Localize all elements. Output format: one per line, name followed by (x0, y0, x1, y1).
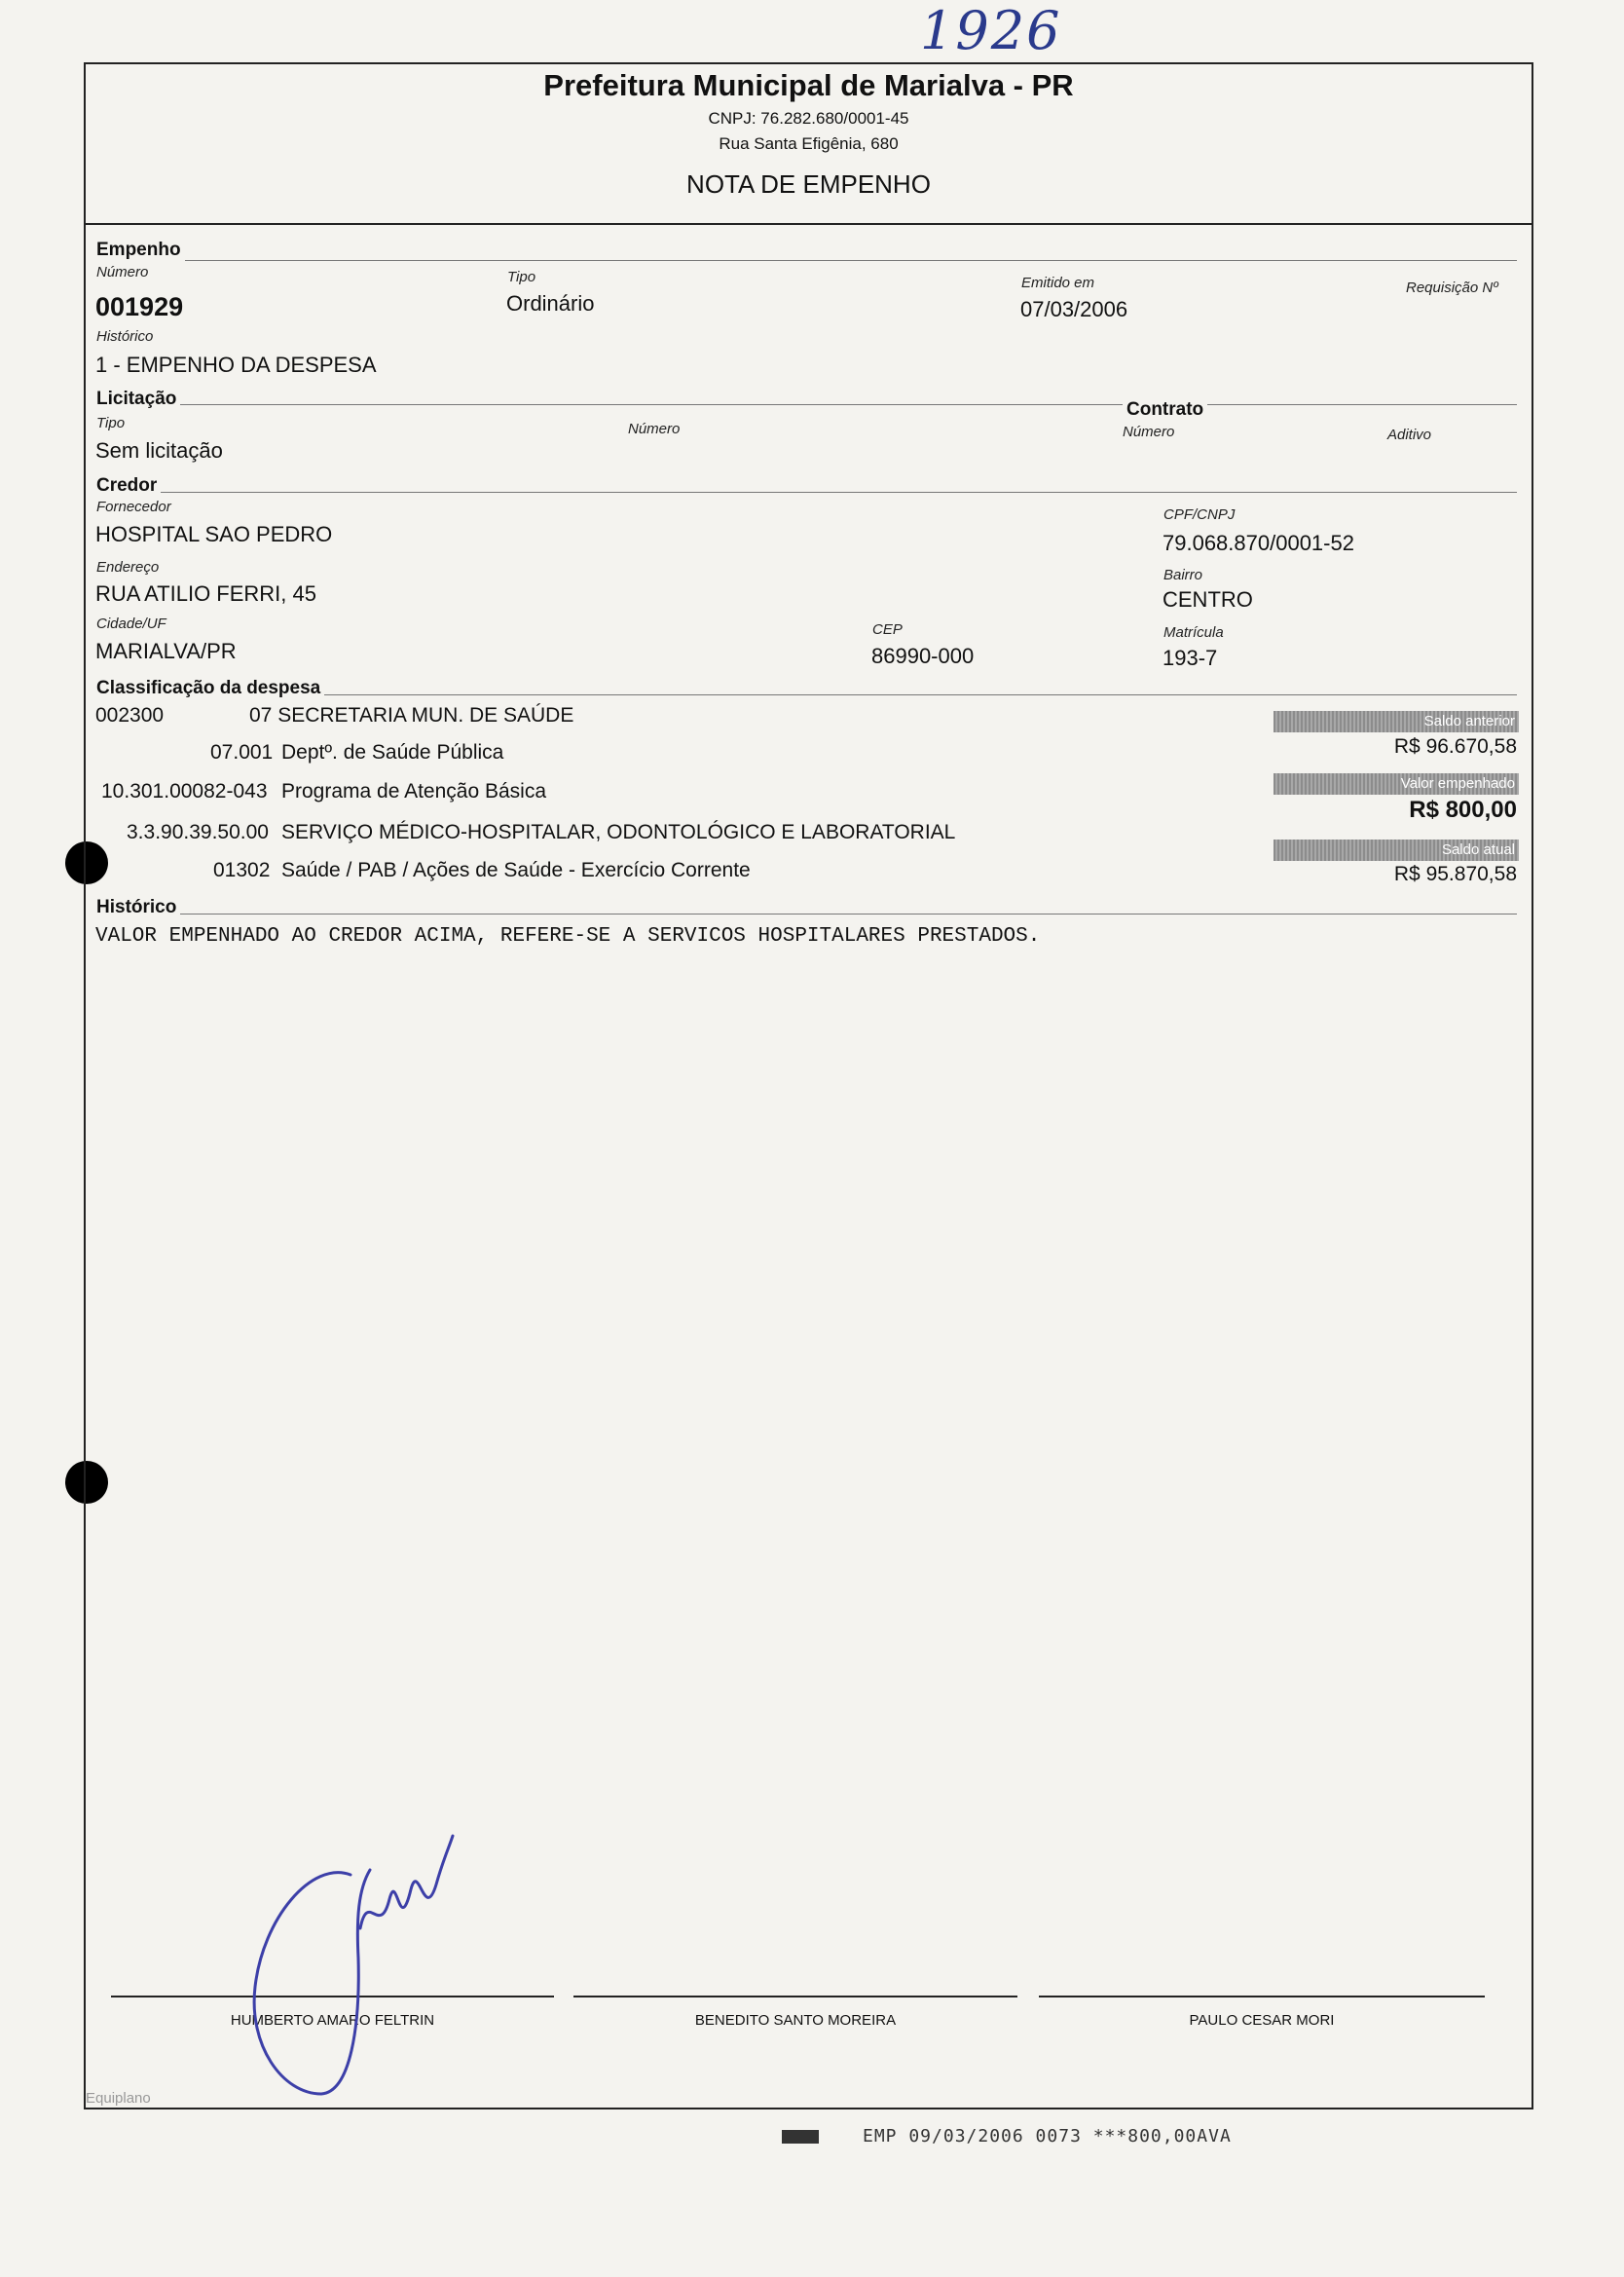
signature-line-2 (573, 1996, 1017, 1997)
emitido-em-date: 07/03/2006 (1020, 297, 1128, 321)
requisicao-label: Requisição Nº (1406, 280, 1498, 296)
historico-rule (97, 914, 1517, 915)
licitacao-tipo-label: Tipo (96, 415, 126, 431)
contrato-aditivo-label: Aditivo (1387, 427, 1432, 443)
signature-line-3 (1039, 1996, 1485, 1997)
classificacao-code: 01302 (213, 859, 271, 881)
fornecedor-name: HOSPITAL SAO PEDRO (95, 522, 333, 546)
credor-section-title: Credor (96, 475, 161, 497)
licitacao-tipo: Sem licitação (95, 438, 223, 463)
cpf-cnpj-value: 79.068.870/0001-52 (1163, 531, 1354, 555)
matricula-label: Matrícula (1163, 624, 1224, 641)
classificacao-desc: SERVIÇO MÉDICO-HOSPITALAR, ODONTOLÓGICO E LABORATORIAL (281, 821, 956, 843)
historico-text: VALOR EMPENHADO AO CREDOR ACIMA, REFERE-SE A SERVICOS HOSPITALARES PRESTADOS. (95, 925, 1041, 948)
empenho-numero: 001929 (95, 292, 184, 321)
header-divider (84, 223, 1533, 225)
machine-stamp: EMP 09/03/2006 0073 ***800,00AVA (863, 2126, 1232, 2146)
document-type-title: NOTA DE EMPENHO (686, 169, 931, 199)
saldo-anterior-label: Saldo anterior (1273, 711, 1519, 732)
saldo-atual-label: Saldo atual (1273, 840, 1519, 861)
saldo-anterior-value: R$ 96.670,58 (1393, 735, 1517, 758)
contrato-numero-label: Número (1123, 424, 1175, 440)
cidade-uf-label: Cidade/UF (96, 616, 166, 632)
stamp-mark-icon (782, 2130, 819, 2144)
bairro-label: Bairro (1163, 567, 1203, 583)
bairro-value: CENTRO (1163, 587, 1253, 612)
empenho-numero-label: Número (96, 264, 149, 280)
classificacao-code: 3.3.90.39.50.00 (127, 821, 269, 843)
classificacao-desc: Saúde / PAB / Ações de Saúde - Exercício Corrente (281, 859, 751, 881)
contrato-section-title: Contrato (1123, 399, 1207, 421)
signature-name-2: BENEDITO SANTO MOREIRA (694, 2012, 897, 2029)
classificacao-desc: Programa de Atenção Básica (281, 780, 546, 803)
signature-name-3: PAULO CESAR MORI (1189, 2012, 1335, 2029)
classificacao-desc: Deptº. de Saúde Pública (281, 741, 504, 764)
empenho-tipo-label: Tipo (507, 269, 536, 285)
cep-label: CEP (872, 621, 903, 638)
endereco-value: RUA ATILIO FERRI, 45 (95, 581, 316, 606)
page-title: Prefeitura Municipal de Marialva - PR (543, 68, 1074, 102)
handwritten-signature (243, 1831, 487, 2104)
empenho-historico-label: Histórico (96, 328, 154, 345)
matricula-value: 193-7 (1163, 646, 1218, 670)
empenho-historico: 1 - EMPENHO DA DESPESA (95, 353, 377, 377)
classificacao-section-title: Classificação da despesa (96, 678, 324, 699)
cidade-uf-value: MARIALVA/PR (95, 639, 237, 663)
cpf-cnpj-label: CPF/CNPJ (1163, 506, 1236, 523)
valor-empenhado-value: R$ 800,00 (1409, 797, 1517, 823)
empenho-section-title: Empenho (96, 240, 185, 261)
licitacao-rule (97, 404, 1517, 405)
empenho-rule (97, 260, 1517, 261)
footer-brand: Equiplano (86, 2090, 151, 2107)
header-cnpj: CNPJ: 76.282.680/0001-45 (708, 109, 909, 128)
licitacao-numero-label: Número (628, 421, 681, 437)
header-address: Rua Santa Efigênia, 680 (719, 134, 899, 153)
header (84, 62, 1533, 224)
credor-rule (97, 492, 1517, 493)
handwritten-page-number: 1926 (920, 0, 1062, 61)
historico-section-title: Histórico (96, 897, 180, 918)
classificacao-code: 002300 (95, 704, 165, 727)
licitacao-section-title: Licitação (96, 389, 180, 410)
saldo-atual-value: R$ 95.870,58 (1393, 863, 1517, 885)
emitido-em-label: Emitido em (1021, 275, 1095, 291)
classificacao-code: 10.301.00082-043 (101, 780, 268, 803)
classificacao-code: 07.001 (210, 741, 274, 764)
signature-name-1: HUMBERTO AMARO FELTRIN (230, 2012, 435, 2029)
empenho-tipo: Ordinário (506, 291, 595, 316)
cep-value: 86990-000 (871, 644, 975, 668)
fornecedor-label: Fornecedor (96, 499, 171, 515)
valor-empenhado-label: Valor empenhado (1273, 773, 1519, 795)
classificacao-desc: 07 SECRETARIA MUN. DE SAÚDE (249, 704, 574, 727)
endereco-label: Endereço (96, 559, 160, 576)
